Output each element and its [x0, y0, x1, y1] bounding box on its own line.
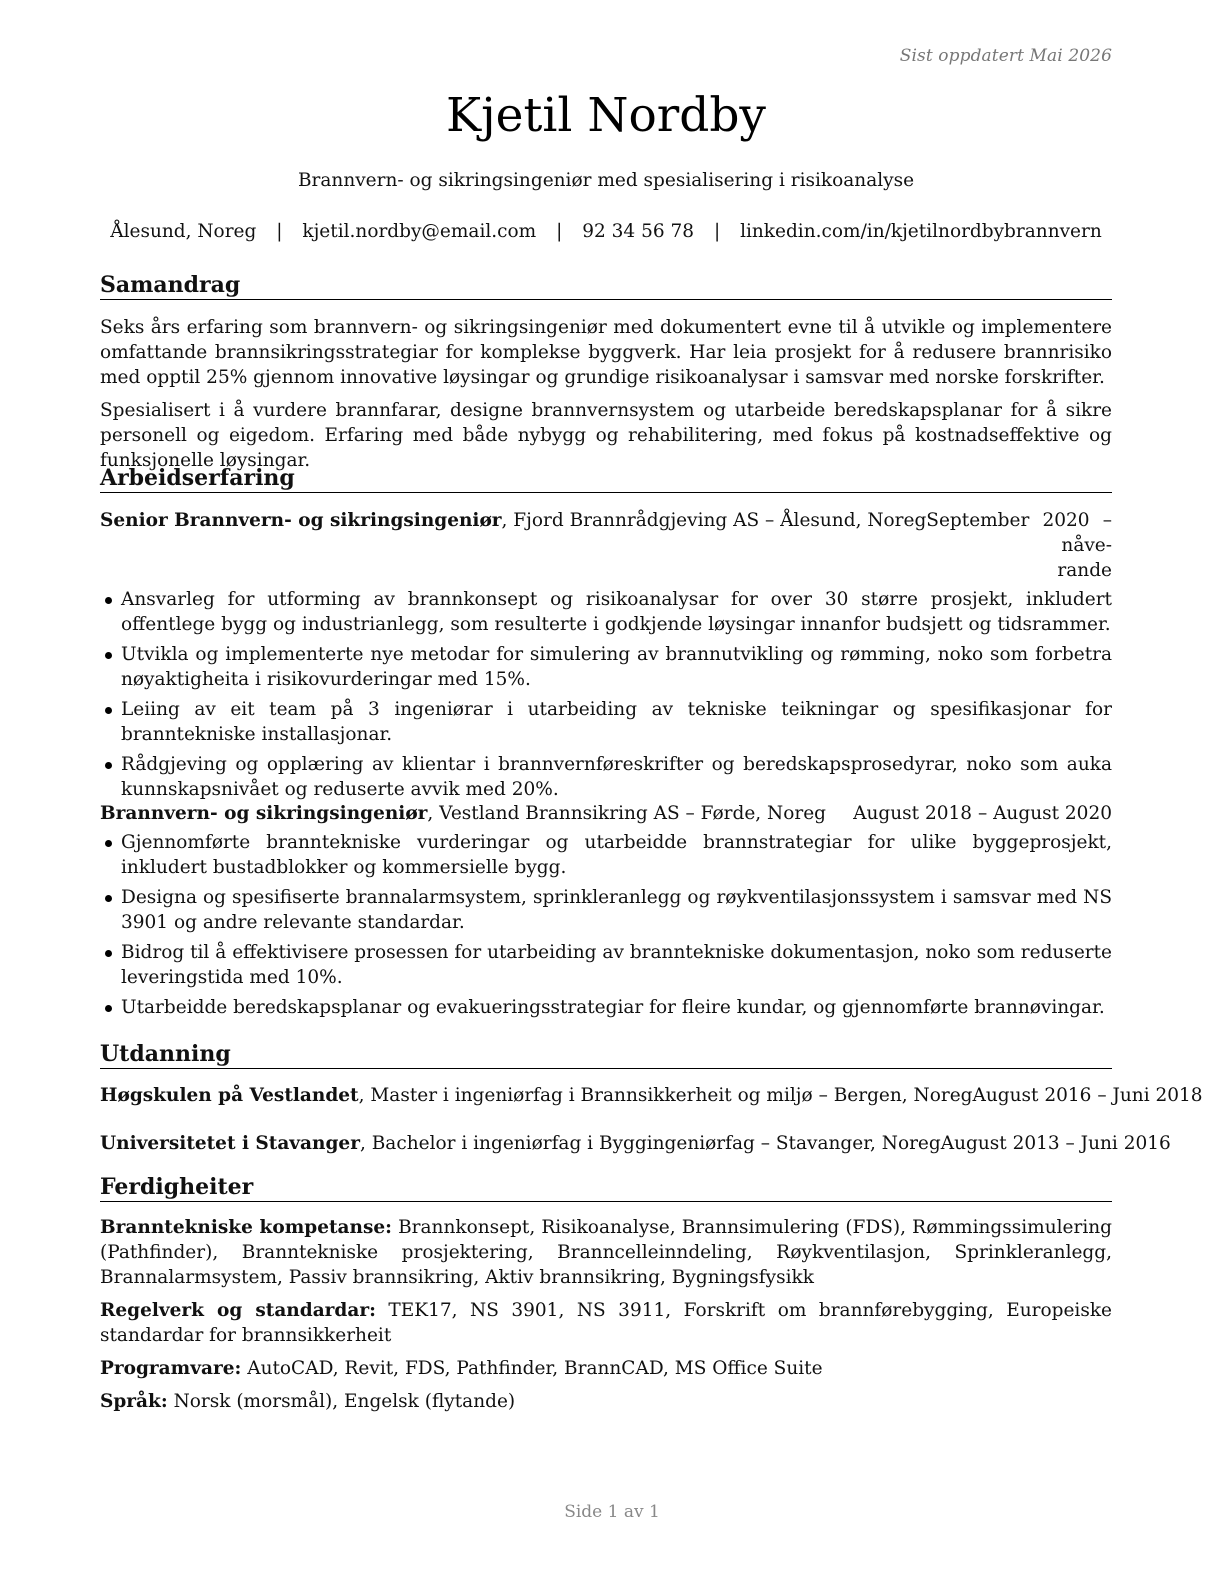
summary-paragraph: Seks års erfaring som brannvern- og sikringsingeniør med dokumentert evne til å utvikle og implementere omfattande brannsikringsstrategiar for komplekse byggverk. Har leia prosjekt for å redusere brannrisiko med opptil 25% gjennom innovative løysingar og grundige risikoanalysar i samsvar med norske forskrifter. — [100, 317, 1112, 388]
education-date: August 2016 – Juni 2018 — [972, 1085, 1203, 1106]
location: Ålesund, Noreg — [110, 221, 257, 242]
section-title-experience: Arbeidserfaring — [100, 464, 1112, 493]
education-line — [100, 1131, 941, 1156]
skills-block — [100, 1215, 1112, 1422]
last-updated: Sist oppdatert Mai 2026 — [899, 46, 1112, 66]
job-date: September 2020 – nåve- rande — [926, 510, 1112, 581]
skill-text: TEK17, NS 3901, NS 3911, Forskrift om brannførebygging, Europeiske standardar for brannsikkerheit — [100, 1300, 1112, 1346]
separator: | — [556, 221, 563, 242]
skill-label: Regelverk og standardar: — [100, 1300, 376, 1321]
skill-text: AutoCAD, Revit, FDS, Pathfinder, BrannCAD, MS Office Suite — [241, 1358, 823, 1379]
summary-block — [100, 315, 1112, 473]
separator: | — [276, 221, 283, 242]
skill-text: Brannkonsept, Risikoanalyse, Brannsimulering (FDS), Rømmingssimulering (Pathfinder), Branntekniske prosjektering, Branncelleinndeling, Røykventilasjon, Sprinkleranlegg, Brannalarmsystem, Passiv brannsikring, Aktiv brannsikring, Bygningsfysikk — [100, 1217, 1113, 1288]
job-employer: , Fjord Brannrådgjeving AS – Ålesund, Noreg — [501, 510, 927, 531]
job-employer: , Vestland Brannsikring AS – Førde, Noreg — [427, 803, 826, 824]
degree: , Bachelor i ingeniørfag i Byggingeniørfag – Stavanger, Noreg — [359, 1133, 941, 1154]
email-link[interactable]: kjetil.nordby@email.com — [302, 221, 537, 242]
school-name: Høgskulen på Vestlandet — [100, 1085, 359, 1106]
job-header — [100, 801, 1112, 826]
candidate-name: Kjetil Nordby — [445, 88, 766, 143]
skill-row — [100, 1298, 1112, 1348]
job-entry — [100, 801, 1112, 1025]
section-title-summary: Samandrag — [100, 271, 1112, 300]
summary-paragraph: Spesialisert i å vurdere brannfarar, designe brannvernsystem og utarbeide beredskapsplanar for å sikre personell og eigedom. Erfaring med både nybygg og rehabilitering, med fokus på kostnadseffektive og funksjonelle løysingar. — [100, 400, 1112, 471]
job-entry — [100, 508, 1112, 807]
contact-line — [100, 219, 1112, 244]
page-number: Side 1 av 1 — [564, 1502, 660, 1522]
education-entry — [100, 1131, 1171, 1156]
job-bullet: Designa og spesifiserte brannalarmsystem, sprinkleranlegg og røykventilasjonssystem i samsvar med NS 3901 og andre relevante standardar. — [100, 885, 1112, 935]
job-bullets — [100, 830, 1112, 1020]
job-bullet: Bidrog til å effektivisere prosessen for utarbeiding av branntekniske dokumentasjon, noko som reduserte leveringstida med 10%. — [100, 940, 1112, 990]
skill-row — [100, 1215, 1112, 1290]
job-bullet: Rådgjeving og opplæring av klientar i brannvernføreskrifter og beredskapsprosedyrar, noko som auka kunnskapsnivået og reduserte avvik med 20%. — [100, 752, 1112, 802]
skill-label: Språk: — [100, 1391, 168, 1412]
job-bullet: Ansvarleg for utforming av brannkonsept og risikoanalysar for over 30 større prosjekt, inkludert offentlege bygg og industrianlegg, som resulterte i godkjende løysingar innanfor budsjett og tidsrammer. — [100, 587, 1112, 637]
job-bullets — [100, 587, 1112, 802]
section-title-education: Utdanning — [100, 1040, 1112, 1069]
education-entry — [100, 1083, 1203, 1108]
section-title-skills: Ferdigheiter — [100, 1173, 1112, 1202]
separator: | — [713, 221, 721, 242]
skill-text: Norsk (morsmål), Engelsk (flytande) — [167, 1391, 516, 1412]
education-date: August 2013 – Juni 2016 — [940, 1133, 1171, 1154]
skill-row — [100, 1389, 1112, 1414]
job-bullet: Gjennomførte branntekniske vurderingar og utarbeidde brannstrategiar for ulike byggeprosjekt, inkludert bustadblokker og kommersielle bygg. — [100, 830, 1112, 880]
phone: 92 34 56 78 — [582, 221, 695, 242]
skill-row — [100, 1356, 1112, 1381]
job-bullet: Utvikla og implementerte nye metodar for simulering av brannutvikling og rømming, noko som forbetra nøyaktigheita i risikovurderingar med 15%. — [100, 642, 1112, 692]
tagline: Brannvern- og sikringsingeniør med spesialisering i risikoanalyse — [297, 170, 915, 191]
job-date: August 2018 – August 2020 — [853, 803, 1112, 824]
education-line — [100, 1083, 973, 1108]
degree: , Master i ingeniørfag i Brannsikkerheit og miljø – Bergen, Noreg — [358, 1085, 973, 1106]
job-title-line — [100, 801, 826, 826]
job-title: Senior Brannvern- og sikringsingeniør — [100, 510, 502, 531]
job-title-line — [100, 508, 926, 533]
education-header — [100, 1083, 1203, 1108]
linkedin-link[interactable]: linkedin.com/in/kjetilnordbybrannvern — [740, 221, 1102, 242]
job-title: Brannvern- og sikringsingeniør — [100, 803, 428, 824]
school-name: Universitetet i Stavanger — [100, 1133, 360, 1154]
job-bullet: Leiing av eit team på 3 ingeniørar i utarbeiding av tekniske teikningar og spesifikasjonar for branntekniske installasjonar. — [100, 697, 1112, 747]
skill-label: Programvare: — [100, 1358, 242, 1379]
skill-label: Branntekniske kompetanse: — [100, 1217, 392, 1238]
job-header — [100, 508, 1112, 583]
job-bullet: Utarbeidde beredskapsplanar og evakueringsstrategiar for fleire kundar, og gjennomførte brannøvingar. — [100, 995, 1112, 1020]
education-header — [100, 1131, 1171, 1156]
